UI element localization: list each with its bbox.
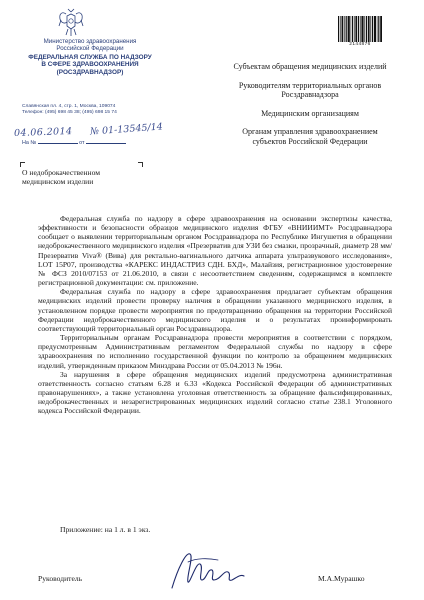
addressee-block	[230, 62, 390, 147]
body-paragraph: Территориальным органам Росздравнадзора провести мероприятия в соответствии с порядком, предусмотренным Административным регламентом Федеральной службы по надзору в сфере здравоохранения по исполнению государственной функции по контролю за обращением медицинских изделий, утвержденным приказом Минздрава России от 05.04.2013 № 196н.	[38, 333, 392, 370]
subject-bracket-right	[138, 162, 143, 167]
letter-subject: О недоброкачественном медицинском изделии	[22, 168, 101, 187]
signatory-name: М.А.Мурашко	[318, 574, 365, 583]
subject-bracket-left	[20, 162, 25, 167]
sender-header	[20, 38, 160, 77]
reference-line: На № от	[22, 138, 162, 146]
barcode-icon	[337, 16, 383, 42]
agency-name: ФЕДЕРАЛЬНАЯ СЛУЖБА ПО НАДЗОРУ В СФЕРЕ ЗДРАВООХРАНЕНИЯ (РОСЗДРАВНАДЗОР)	[28, 53, 152, 76]
addressee: Руководителям территориальных органов Росздравнадзора	[238, 80, 382, 100]
sender-address: Славянская пл. 4, стр. 1, Москва, 109074 Телефон: (495) 698 45 38; (495) 698 15 74	[22, 104, 117, 115]
body-paragraph: Федеральная служба по надзору в сфере здравоохранения на основании экспертизы качества, эффективности и безопасности образцов медицинского изделия ФГБУ «ВНИИИМТ» Росздравнадзора сообщает о выявлении территориальным органом Росздравнадзора по Республике Ингушетия в обращении недоброкачественного медицинского изделия «Презерватив для УЗИ без смазки, прозрачный, диаметр 28 мм/Презерватив Viva® (Вива) для ректально-вагинального датчика аппарата ультразвукового исследования», LOT 15P07, производства «КАРЕКС ИНДАСТРИЗ СДН. БХД», Малайзия, регистрационное удостоверение № ФСЗ 2010/07153 от 21.06.2010, в связи с несоответствием сведениям, содержащимся в комплекте регистрационной документации: см. приложение.	[38, 214, 392, 288]
addressee: Медицинским организациям	[261, 108, 359, 118]
attachment-note: Приложение: на 1 л. в 1 экз.	[60, 525, 151, 534]
body-paragraph: За нарушения в сфере обращения медицинских изделий предусмотрена административная ответственность согласно статьям 6.28 и 6.33 «Кодекса Российской Федерации об административных правонарушениях», а также установлена уголовная ответственность за обращение фальсифицированных, недоброкачественных и незарегистрированных медицинских изделий согласно статье 238.1 Уголовного кодекса Российской Федерации.	[38, 369, 392, 416]
barcode-number: 2144876	[349, 42, 371, 47]
addressee: Органам управления здравоохранением субъектов Российской Федерации	[242, 127, 378, 146]
letter-body	[38, 214, 392, 415]
handwritten-date: 04.06.2014	[13, 125, 73, 140]
handwritten-outgoing-number: № 01-13545/14	[89, 121, 164, 138]
double-headed-eagle-emblem-icon	[58, 8, 84, 38]
ministry-name: Министерство здравоохранения Российской Федерации	[43, 38, 137, 53]
handwritten-signature-icon	[168, 548, 248, 592]
body-paragraph: Федеральная служба по надзору в сфере здравоохранения предлагает субъектам обращения медицинских изделий провести проверку наличия в обращении указанного медицинского изделия, в установленном порядке провести мероприятия по предотвращению обращения на территории Российской Федерации недоброкачественного медицинского изделия и о результатах проинформировать соответствующий территориальный орган Росздравнадзора.	[38, 287, 392, 333]
signatory-position: Руководитель	[38, 574, 83, 583]
addressee: Субъектам обращения медицинских изделий	[233, 62, 387, 71]
